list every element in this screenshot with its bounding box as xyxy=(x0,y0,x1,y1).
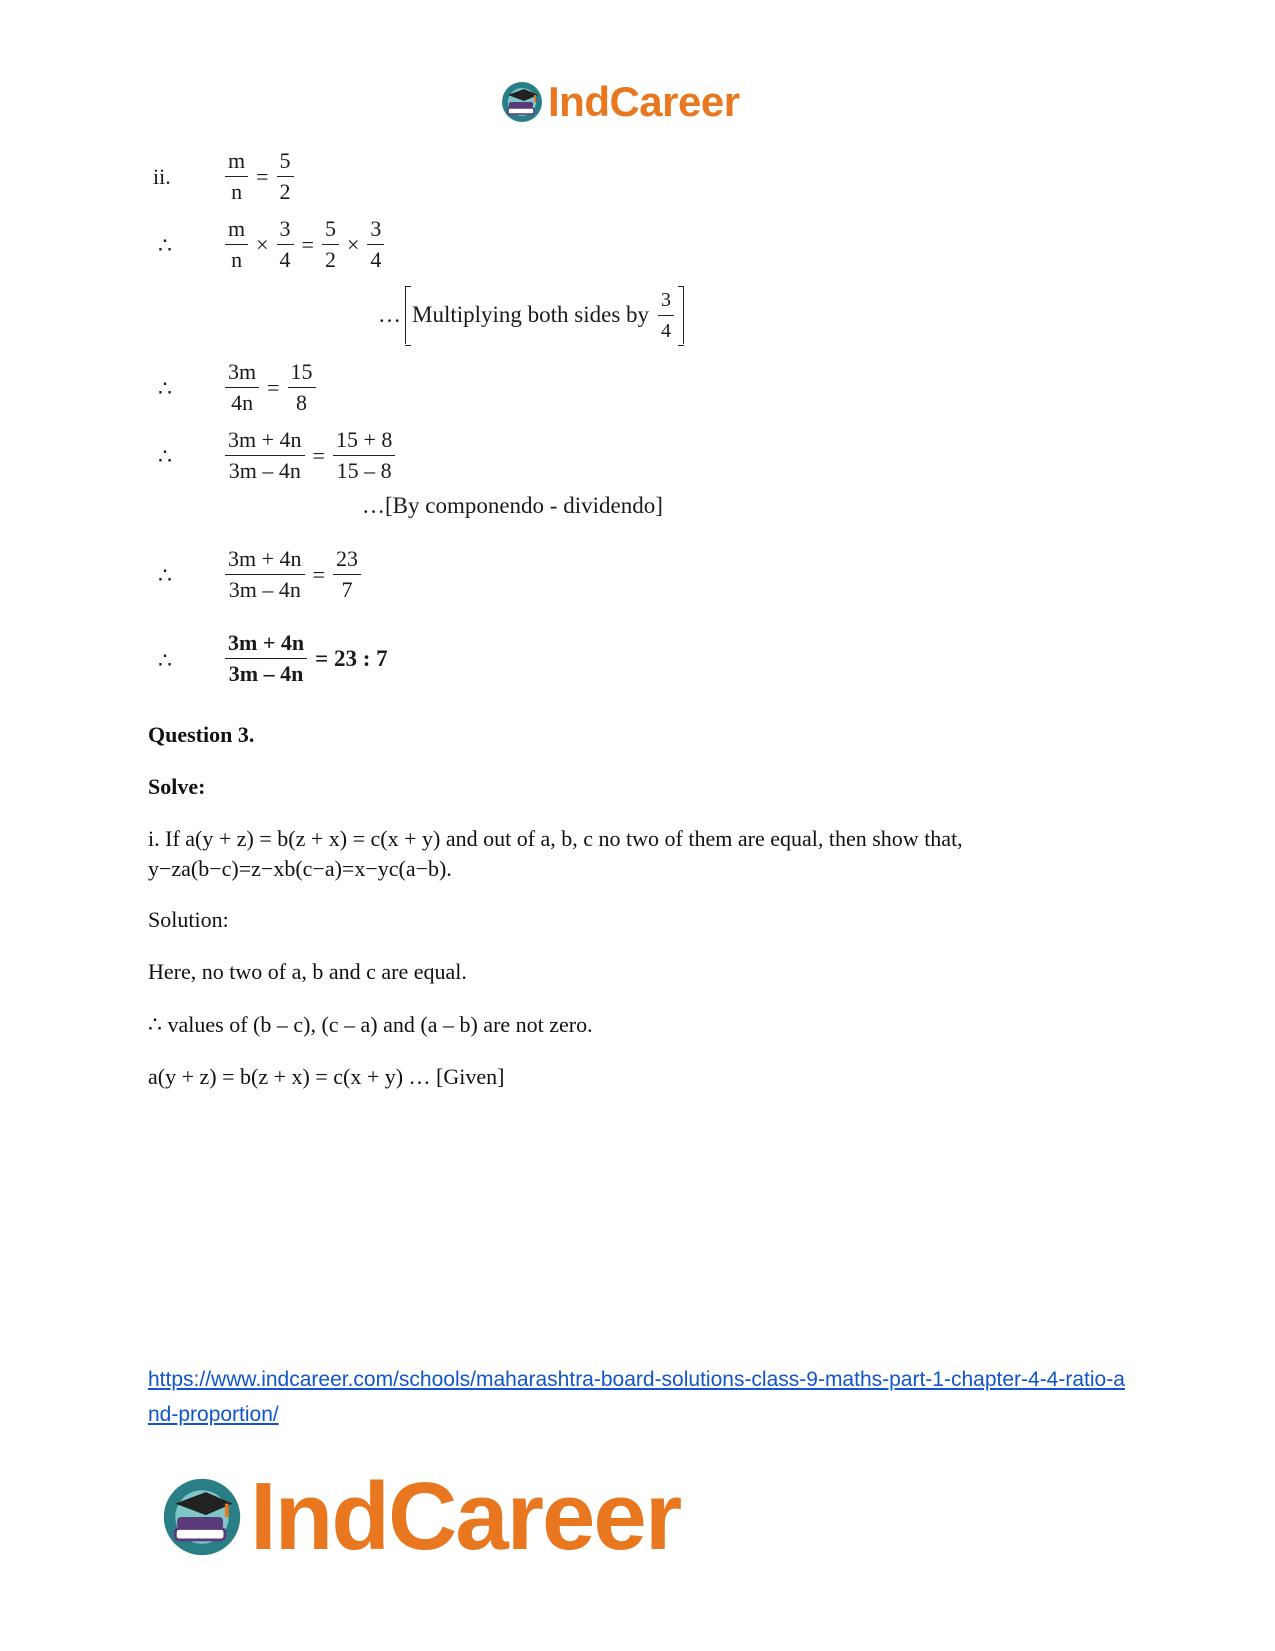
equation-6-result: $\frac{3m + 4n}{3m - 4n}$ = 23 : 7 xyxy=(222,630,393,687)
equation-5: $\frac{3m + 4n}{3m - 4n}$ = $\frac{23}{7}$ xyxy=(222,546,364,603)
source-url-link[interactable]: https://www.indcareer.com/schools/maharashtra-board-solutions-class-9-maths-part-1-chapter-4-4-ratio-and-proportion/ xyxy=(148,1368,1125,1426)
solve-heading: Solve: xyxy=(148,774,206,799)
equation-3: $\frac{3m}{4n}$ = $\frac{15}{8}$ xyxy=(222,359,319,416)
equation-4: $\frac{3m + 4n}{3m - 4n}$ = $\frac{15 + 8}{15 - 8}$ xyxy=(222,427,398,484)
indcareer-logo-bottom xyxy=(160,1462,680,1572)
note-componendo: …[By componendo - dividendo] xyxy=(362,493,663,518)
problem-line-2: y−za(b−c)=z−xb(c−a)=x−yc(a−b). xyxy=(148,856,452,881)
therefore-symbol: ∴ xyxy=(158,444,172,469)
indcareer-wordmark: IndCareer xyxy=(250,1463,681,1570)
solution-label: Solution: xyxy=(148,907,229,932)
solution-line-3: a(y + z) = b(z + x) = c(x + y) … [Given] xyxy=(148,1064,505,1089)
solution-line-2: ∴ values of (b – c), (c – a) and (a – b) are not zero. xyxy=(148,1012,593,1037)
therefore-symbol: ∴ xyxy=(158,648,172,673)
indcareer-emblem-icon xyxy=(500,80,544,124)
therefore-symbol: ∴ xyxy=(158,563,172,588)
therefore-symbol: ∴ xyxy=(158,376,172,401)
problem-statement xyxy=(148,824,1108,884)
therefore-symbol: ∴ xyxy=(158,233,172,258)
equation-1: $\frac{m}{n}$ = $\frac{5}{2}$ xyxy=(222,148,297,205)
note-multiplying: … Multiplying both sides by $\frac{3}{4}$ xyxy=(378,286,684,344)
indcareer-emblem-icon xyxy=(160,1475,244,1559)
step-label: ii. xyxy=(153,164,171,189)
indcareer-wordmark: IndCareer xyxy=(548,78,740,125)
solution-line-1: Here, no two of a, b and c are equal. xyxy=(148,959,467,984)
equation-2: $\frac{m}{n}$ × $\frac{3}{4}$ = $\frac{5}{2}$ × $\frac{3}{4}$ xyxy=(222,216,387,273)
problem-line-1: i. If a(y + z) = b(z + x) = c(x + y) and out of a, b, c no two of them are equal, then show that, xyxy=(148,826,963,851)
question-heading: Question 3. xyxy=(148,722,255,747)
indcareer-logo-top xyxy=(500,78,740,126)
